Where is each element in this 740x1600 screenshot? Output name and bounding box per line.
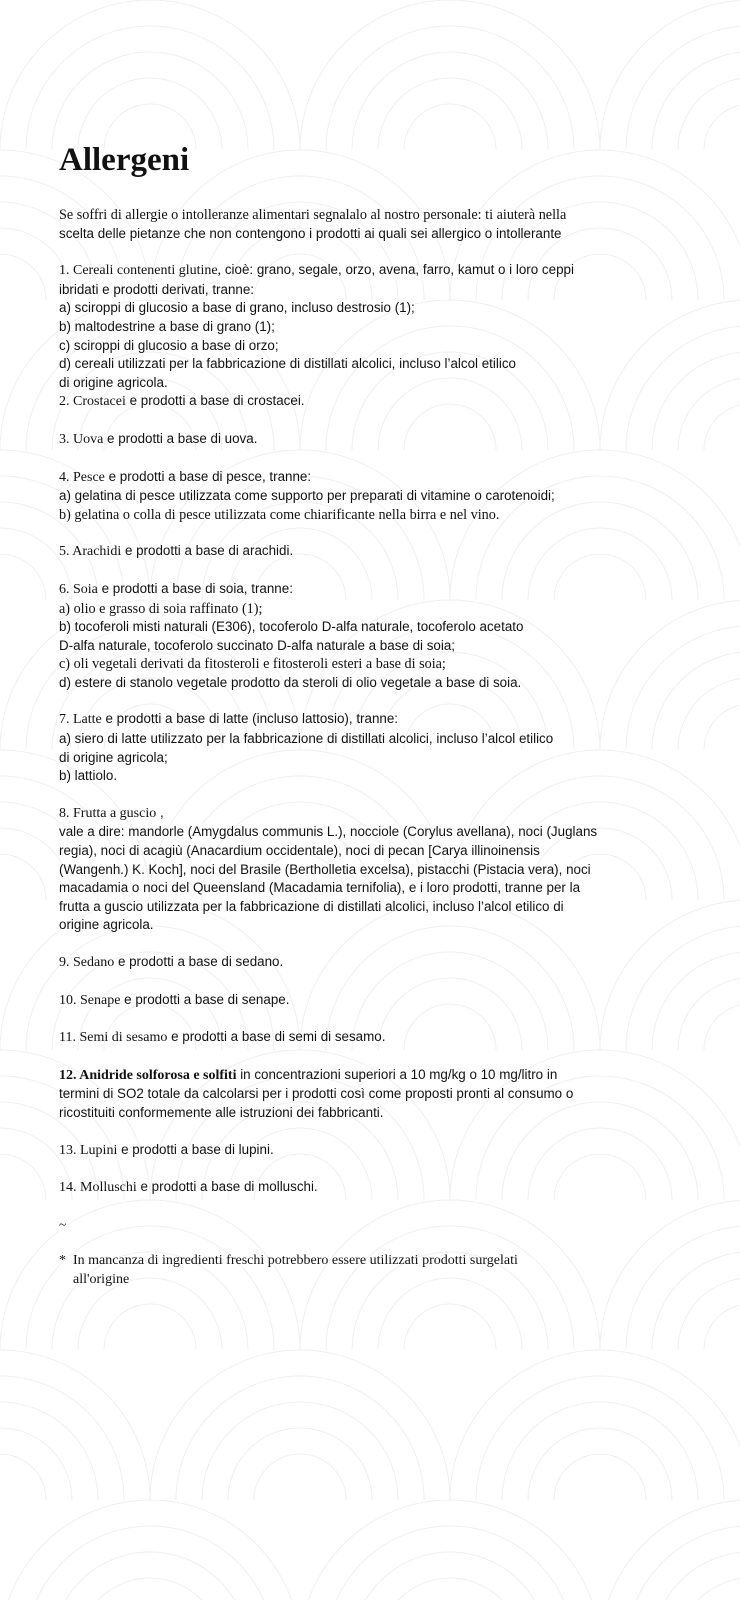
allergen-line: regia), noci di acagiù (Anacardium occidentale), noci di pecan [Carya illinoinensis <box>59 843 540 859</box>
allergen-heading: 1. Cereali contenenti glutine, <box>59 263 222 279</box>
intro-line-2: scelta delle pietanze che non contengono i prodotti ai quali sei allergico o intollerante <box>59 225 562 241</box>
allergen-text: cioè: grano, segale, orzo, avena, farro, kamut o i loro ceppi <box>221 262 574 278</box>
allergen-item-cereali <box>59 261 699 392</box>
allergen-line: di origine agricola. <box>59 374 168 390</box>
allergen-line: termini di SO2 totale da calcolarsi per i prodotti così come proposti pronti al consumo o <box>59 1086 574 1102</box>
allergen-line: b) tocoferoli misti naturali (E306), tocoferolo D-alfa naturale, tocoferolo acetato <box>59 619 524 635</box>
allergen-text: e prodotti a base di lupini. <box>117 1141 274 1157</box>
allergen-item-soia <box>59 580 699 693</box>
allergen-line: c) oli vegetali derivati da fitosteroli e fitosteroli esteri a base di soia; <box>59 656 446 673</box>
background-arc <box>554 1454 646 1500</box>
background-arc <box>502 1402 698 1500</box>
background-arc <box>104 1304 196 1350</box>
background-arc <box>704 404 740 450</box>
allergen-line: a) gelatina di pesce utilizzata come supporto per preparati di vitamine o carotenoidi; <box>59 488 555 504</box>
allergen-line: d) estere di stanolo vegetale prodotto da steroli di olio vegetale a base di soia. <box>59 674 522 690</box>
allergen-text: e prodotti a base di soia, tranne: <box>97 580 293 596</box>
background-arc <box>0 1428 72 1500</box>
background-arc <box>352 52 548 150</box>
background-arc <box>0 1402 98 1500</box>
background-arc <box>404 1304 496 1350</box>
background-arc <box>0 1376 124 1500</box>
allergen-text: e prodotti a base di crostacei. <box>125 393 305 409</box>
allergen-heading: 9. Sedano <box>59 955 115 970</box>
allergen-text: , <box>156 804 164 820</box>
allergen-line: frutta a guscio utilizzata per la fabbricazione di distillati alcolici, incluso l’alcol etilico di <box>59 898 564 914</box>
background-arc <box>528 1428 672 1500</box>
background-arc <box>704 704 740 750</box>
allergen-item-solfiti <box>59 1066 699 1123</box>
separator-tilde: ~ <box>59 1216 67 1232</box>
allergen-line: D-alfa naturale, tocoferolo succinato D-alfa naturale a base di soia; <box>59 637 455 653</box>
allergen-heading: 3. Uova <box>59 431 104 447</box>
allergen-line: d) cereali utilizzati per la fabbricazione di distillati alcolici, incluso l’alcol etilico <box>59 356 516 372</box>
allergen-line: a) sciroppi di glucosio a base di grano, incluso destrosio (1); <box>59 300 415 316</box>
allergen-item-frutta-a-guscio <box>59 804 699 935</box>
background-arc <box>228 1428 372 1500</box>
allergen-line: c) sciroppi di glucosio a base di orzo; <box>59 337 279 353</box>
allergen-text: e prodotti a base di arachidi. <box>121 543 294 559</box>
allergen-heading: 14. Molluschi <box>59 1180 137 1196</box>
background-arc <box>254 1454 346 1500</box>
allergen-heading: 6. Soia <box>59 581 98 597</box>
allergen-line: b) lattiolo. <box>59 768 118 784</box>
background-arc <box>78 1578 222 1600</box>
background-arc <box>300 1500 600 1600</box>
allergen-text: in concentrazioni superiori a 10 mg/kg o 10 mg/litro in <box>236 1066 558 1082</box>
allergen-item-molluschi <box>59 1178 699 1198</box>
allergen-line: b) gelatina o colla di pesce utilizzata come chiarificante nella birra e nel vino. <box>59 506 500 523</box>
background-arc <box>378 1578 522 1600</box>
allergen-item-arachidi <box>59 542 699 562</box>
intro-text <box>59 206 699 243</box>
background-arc <box>0 554 46 600</box>
background-arc <box>26 26 274 150</box>
background-arc <box>150 1350 450 1500</box>
allergen-line: di origine agricola; <box>59 749 168 765</box>
allergen-item-uova <box>59 430 699 450</box>
allergen-heading: 8. Frutta a guscio <box>59 805 157 821</box>
allergen-heading: 12. Anidride solforosa e solfiti <box>59 1067 237 1083</box>
background-arc <box>26 1526 274 1600</box>
background-arc <box>0 1454 46 1500</box>
background-arc <box>0 1500 300 1600</box>
background-arc <box>0 254 46 300</box>
background-arc <box>176 1376 424 1500</box>
background-arc <box>52 52 248 150</box>
background-arc <box>202 1402 398 1500</box>
allergen-heading: 7. Latte <box>59 712 102 728</box>
background-arc <box>52 1552 248 1600</box>
intro-line-1: Se soffri di allergie o intolleranze alimentari segnalalo al nostro personale: ti aiuterà nella <box>59 207 567 223</box>
background-arc <box>450 1350 740 1500</box>
allergen-heading: 4. Pesce <box>59 469 105 485</box>
allergen-heading: 10. Senape <box>59 992 121 1008</box>
allergen-text: e prodotti a base di latte (incluso lattosio), tranne: <box>101 711 399 727</box>
background-arc <box>0 1154 46 1200</box>
footnote-line-2: all'origine <box>73 1271 130 1287</box>
background-arc <box>326 26 574 150</box>
background-arc <box>600 0 740 150</box>
background-arc <box>0 1350 150 1500</box>
allergen-line: ricostituiti conformemente alle istruzioni dei fabbricanti. <box>59 1104 384 1120</box>
background-arc <box>678 1578 740 1600</box>
page-title: Allergeni <box>59 142 190 178</box>
background-arc <box>652 52 740 150</box>
background-arc <box>352 1552 548 1600</box>
allergen-page <box>59 140 699 1290</box>
allergen-text: e prodotti a base di pesce, tranne: <box>104 468 312 484</box>
background-arc <box>476 1376 724 1500</box>
allergen-item-latte <box>59 710 699 785</box>
allergen-item-pesce <box>59 468 699 525</box>
footnote-asterisk: * <box>59 1253 66 1269</box>
allergen-line: origine agricola. <box>59 917 154 933</box>
allergen-line: vale a dire: mandorle (Amygdalus communis L.), nocciole (Corylus avellana), noci (Juglans <box>59 824 598 840</box>
background-arc <box>300 0 600 150</box>
footnote <box>59 1252 699 1289</box>
allergen-item-sesamo <box>59 1028 699 1048</box>
background-arc <box>704 104 740 150</box>
allergen-item-lupini <box>59 1141 699 1161</box>
allergen-heading: 11. Semi di sesamo <box>59 1030 168 1046</box>
background-arc <box>626 1526 740 1600</box>
background-arc <box>704 1304 740 1350</box>
allergen-heading: 13. Lupini <box>59 1142 118 1158</box>
allergen-item-sedano <box>59 953 699 973</box>
allergen-line: b) maltodestrine a base di grano (1); <box>59 318 275 334</box>
allergen-line: (Wangenh.) K. Koch], noci del Brasile (Bertholletia excelsa), pistacchi (Pistacia vera), noci <box>59 861 591 877</box>
allergen-heading: 5. Arachidi <box>59 544 122 560</box>
background-arc <box>0 854 46 900</box>
background-arc <box>704 1004 740 1050</box>
allergen-line: a) olio e grasso di soia raffinato (1); <box>59 600 263 617</box>
background-arc <box>0 0 300 150</box>
allergen-text: e prodotti a base di molluschi. <box>136 1179 318 1195</box>
footnote-line-1: In mancanza di ingredienti freschi potrebbero essere utilizzati prodotti surgelati <box>73 1253 518 1269</box>
allergen-heading: 2. Crostacei <box>59 394 126 410</box>
background-arc <box>326 1526 574 1600</box>
allergen-text: e prodotti a base di sedano. <box>114 954 284 969</box>
allergen-text: e prodotti a base di senape. <box>120 991 290 1007</box>
allergen-text: e prodotti a base di semi di sesamo. <box>167 1029 386 1045</box>
allergen-line: ibridati e prodotti derivati, tranne: <box>59 281 255 297</box>
allergen-text: e prodotti a base di uova. <box>103 430 258 446</box>
allergen-item-senape <box>59 991 699 1011</box>
allergen-item-crostacei <box>59 392 699 412</box>
allergen-line: a) siero di latte utilizzato per la fabbricazione di distillati alcolici, incluso l’alcol etilico <box>59 731 554 747</box>
allergen-line: macadamia o noci del Queensland (Macadamia ternifolia), e i loro prodotti, tranne per la <box>59 880 581 896</box>
